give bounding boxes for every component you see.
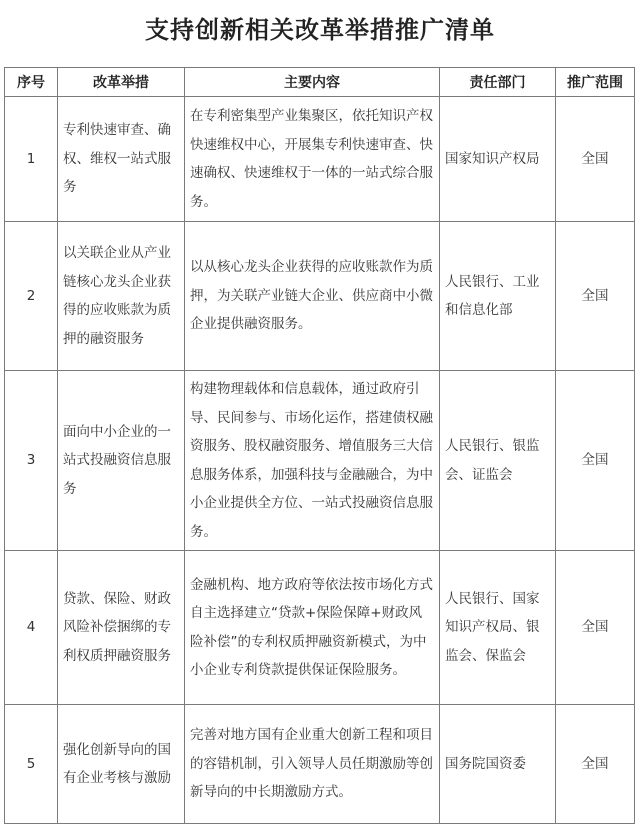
cell-scope: 全国 [556, 371, 635, 551]
cell-measure: 面向中小企业的一站式投融资信息服务 [58, 371, 185, 551]
table-row [5, 705, 635, 824]
cell-dept: 国家知识产权局 [440, 97, 556, 222]
cell-measure: 强化创新导向的国有企业考核与激励 [58, 705, 185, 824]
table-row [5, 371, 635, 551]
header-scope: 推广范围 [556, 68, 635, 97]
cell-scope: 全国 [556, 222, 635, 371]
header-measure: 改革举措 [58, 68, 185, 97]
cell-content: 在专利密集型产业集聚区，依托知识产权快速维权中心，开展集专利快速审查、快速确权、快速维权于一体的一站式综合服务。 [185, 97, 440, 222]
cell-scope: 全国 [556, 705, 635, 824]
cell-no: 1 [5, 97, 58, 222]
cell-dept: 人民银行、工业和信息化部 [440, 222, 556, 371]
cell-content: 金融机构、地方政府等依法按市场化方式自主选择建立“贷款+保险保障+财政风险补偿”的专利权质押融资新模式，为中小企业专利贷款提供保证保险服务。 [185, 551, 440, 705]
cell-no: 5 [5, 705, 58, 824]
cell-measure: 贷款、保险、财政风险补偿捆绑的专利权质押融资服务 [58, 551, 185, 705]
cell-content: 完善对地方国有企业重大创新工程和项目的容错机制，引入领导人员任期激励等创新导向的中长期激励方式。 [185, 705, 440, 824]
cell-measure: 专利快速审查、确权、维权一站式服务 [58, 97, 185, 222]
header-no: 序号 [5, 68, 58, 97]
table-row [5, 551, 635, 705]
table-row [5, 222, 635, 371]
cell-dept: 人民银行、银监会、证监会 [440, 371, 556, 551]
table-header-row [5, 68, 635, 97]
header-dept: 责任部门 [440, 68, 556, 97]
table-row [5, 97, 635, 222]
cell-measure: 以关联企业从产业链核心龙头企业获得的应收账款为质押的融资服务 [58, 222, 185, 371]
cell-no: 2 [5, 222, 58, 371]
cell-no: 4 [5, 551, 58, 705]
cell-no: 3 [5, 371, 58, 551]
reform-list-table [4, 67, 635, 824]
cell-scope: 全国 [556, 97, 635, 222]
document-title: 支持创新相关改革举措推广清单 [145, 15, 495, 44]
cell-content: 以从核心龙头企业获得的应收账款作为质押，为关联产业链大企业、供应商中小微企业提供融资服务。 [185, 222, 440, 371]
cell-dept: 国务院国资委 [440, 705, 556, 824]
cell-content: 构建物理载体和信息载体，通过政府引导、民间参与、市场化运作，搭建债权融资服务、股权融资服务、增值服务三大信息服务体系，加强科技与金融融合，为中小企业提供全方位、一站式投融资信息服务。 [185, 371, 440, 551]
header-content: 主要内容 [185, 68, 440, 97]
cell-scope: 全国 [556, 551, 635, 705]
cell-dept: 人民银行、国家知识产权局、银监会、保监会 [440, 551, 556, 705]
